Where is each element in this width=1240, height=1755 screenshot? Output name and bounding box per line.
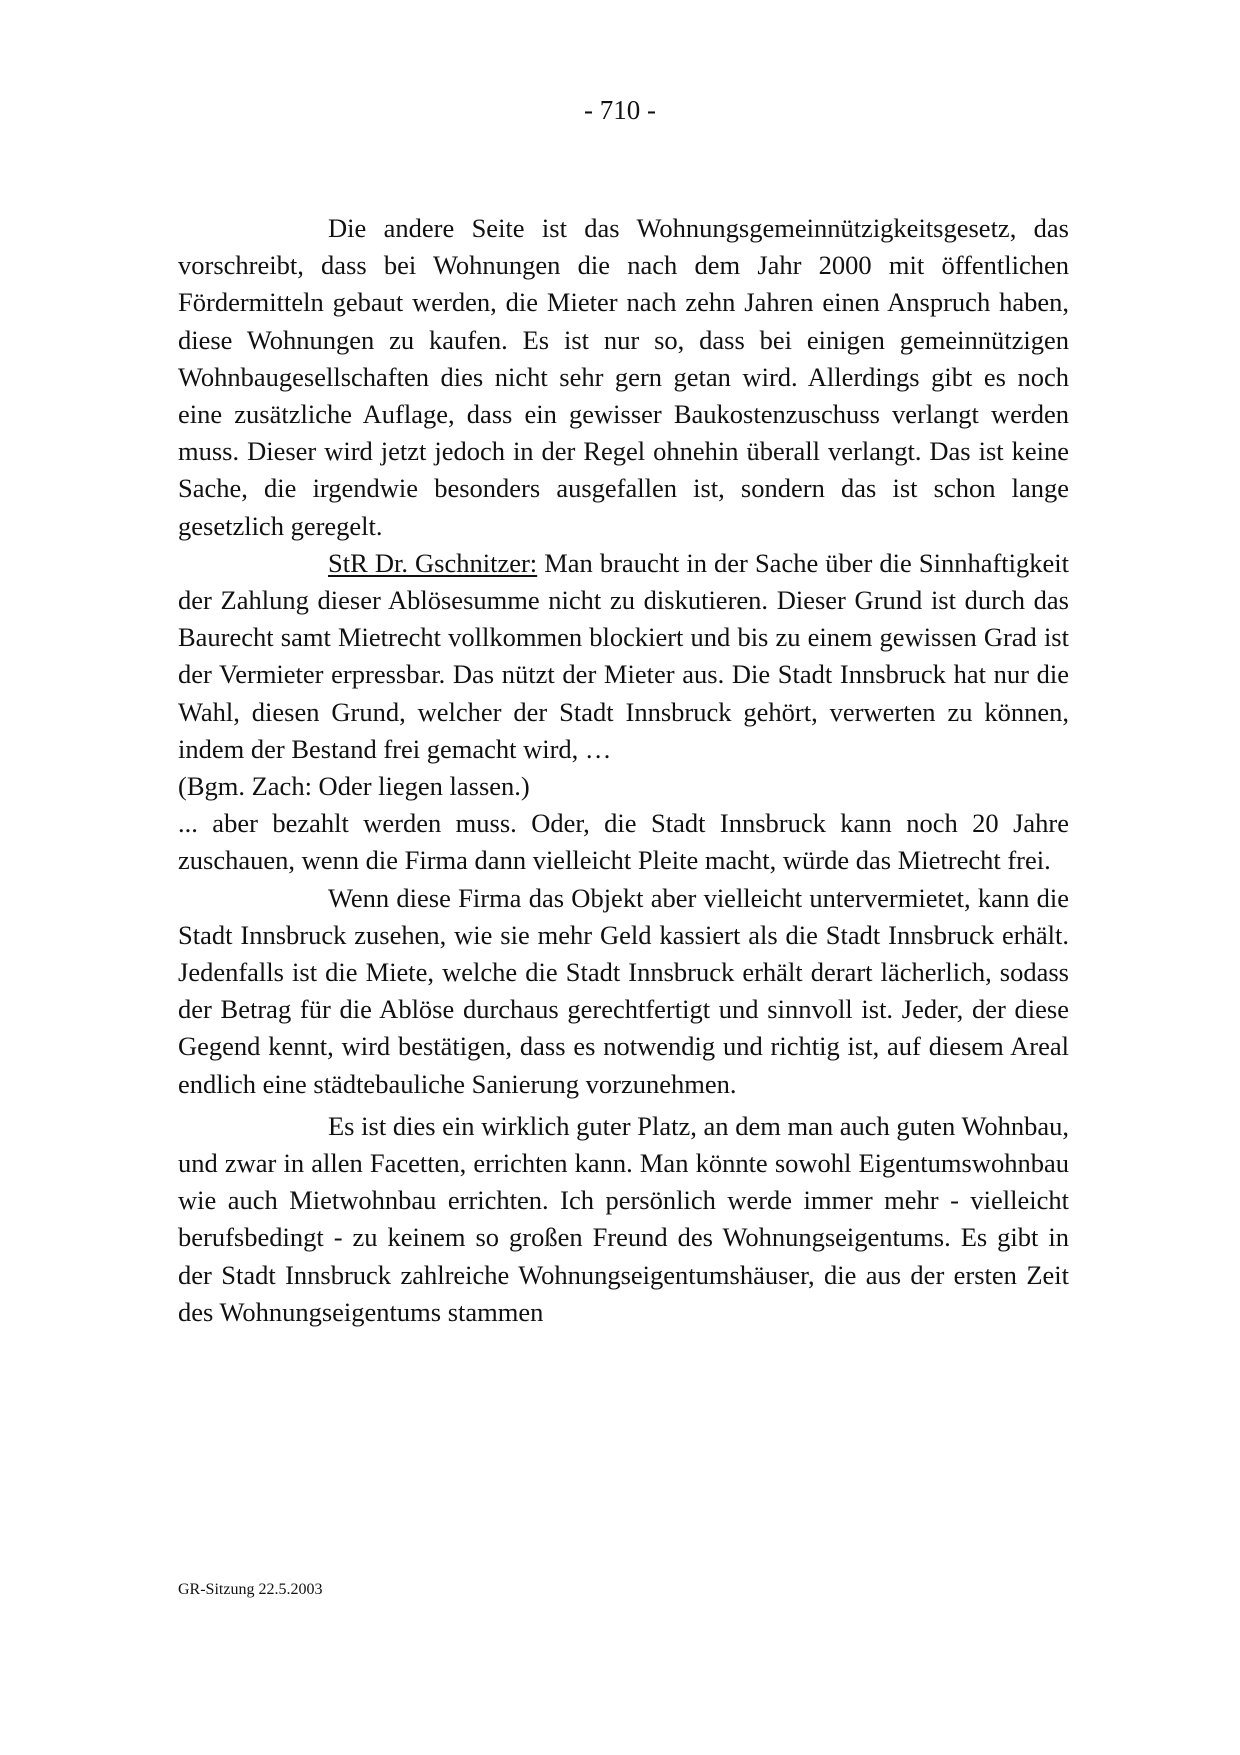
speaker-paragraph bbox=[178, 545, 1069, 768]
page-number: - 710 - bbox=[584, 95, 656, 125]
document-body bbox=[178, 210, 1069, 1331]
paragraph: Es ist dies ein wirklich guter Platz, an dem man auch guten Wohnbau, und zwar in allen Facetten, errichten kann. Man könnte sowohl Eigentumswohnbau wie auch Mietwohnbau errichten. Ich persönlich werde immer mehr - vielleicht berufsbedingt - zu keinem so großen Freund des Wohnungseigentums. Es gibt in der Stadt Innsbruck zahlreiche Wohnungseigentumshäuser, die aus der ersten Zeit des Wohnungseigentums stammen bbox=[178, 1110, 1069, 1327]
footer-session-date: GR-Sitzung 22.5.2003 bbox=[178, 1581, 323, 1598]
paragraph: ... aber bezahlt werden muss. Oder, die Stadt Innsbruck kann noch 20 Jahre zuschauen, wenn die Firma dann vielleicht Pleite macht, würde das Mietrecht frei. bbox=[178, 808, 1069, 876]
paragraph: Die andere Seite ist das Wohnungsgemeinnützigkeitsgesetz, das vorschreibt, dass bei Wohnungen die nach dem Jahr 2000 mit öffentlichen Fördermitteln gebaut werden, die Mieter nach zehn Jahren einen Anspruch haben, diese Wohnungen zu kaufen. Es ist nur so, dass bei einigen gemeinnützigen Wohnbaugesellschaften dies nicht sehr gern getan wird. Allerdings gibt es noch eine zusätzliche Auflage, dass ein gewisser Baukostenzuschuss verlangt werden muss. Dieser wird jetzt jedoch in der Regel ohnehin überall verlangt. Das ist keine Sache, die irgendwie besonders ausgefallen ist, sondern das ist schon lange gesetzlich geregelt. bbox=[178, 213, 1069, 541]
paragraph: Wenn diese Firma das Objekt aber vielleicht untervermietet, kann die Stadt Innsbruck zusehen, wie sie mehr Geld kassiert als die Stadt Innsbruck erhält. Jedenfalls ist die Miete, welche die Stadt Innsbruck erhält derart lächerlich, sodass der Betrag für die Ablöse durchaus gerechtfertigt und sinnvoll ist. Jeder, der diese Gegend kennt, wird bestätigen, dass es notwendig und richtig ist, auf diesem Areal endlich eine städtebauliche Sanierung vorzunehmen. bbox=[178, 882, 1069, 1099]
speaker-statement: Man braucht in der Sache über die Sinnhaftigkeit der Zahlung dieser Ablösesumme nicht zu diskutieren. Dieser Grund ist durch das Baurecht samt Mietrecht vollkommen blockiert und bis zu einem gewissen Grad ist der Vermieter erpressbar. Das nützt der Mieter aus. Die Stadt Innsbruck hat nur die Wahl, diesen Grund, welcher der Stadt Innsbruck gehört, verwerten zu können, indem der Bestand frei gemacht wird, … bbox=[178, 547, 1069, 764]
speaker-name: StR Dr. Gschnitzer: bbox=[328, 547, 538, 578]
interjection: (Bgm. Zach: Oder liegen lassen.) bbox=[178, 771, 530, 802]
